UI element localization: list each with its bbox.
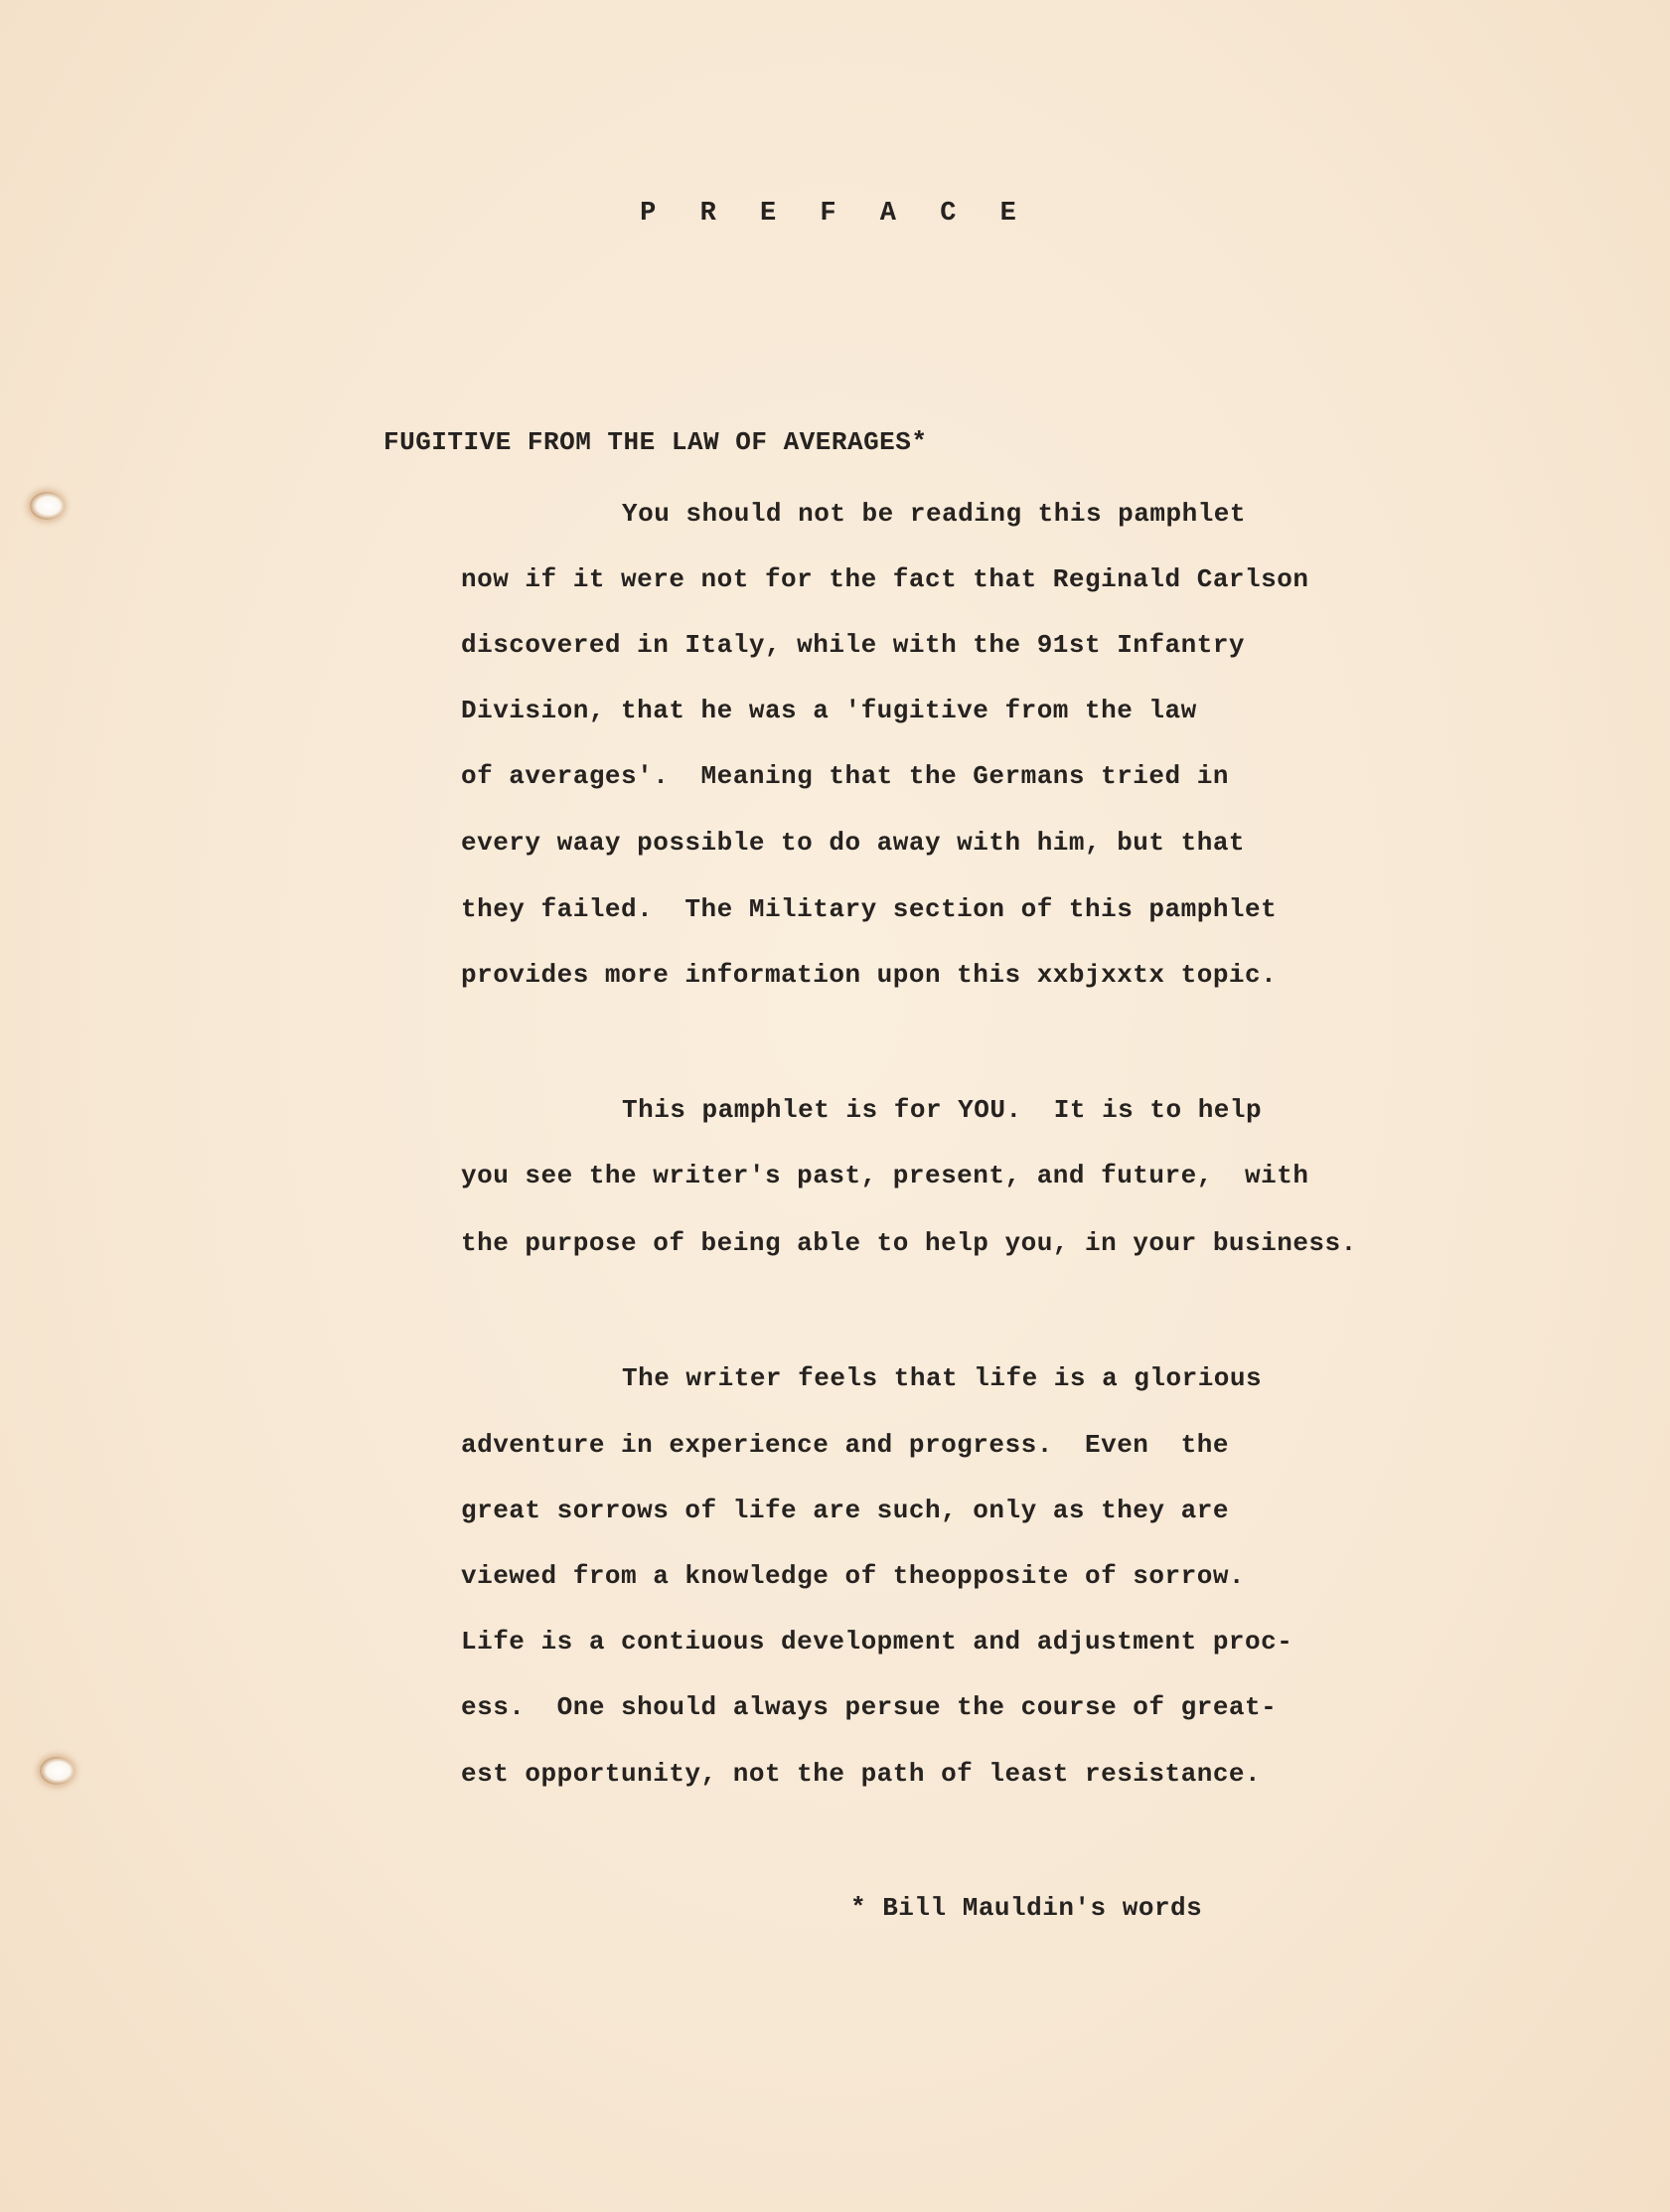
paragraph-1-line: they failed. The Military section of this pamphlet (461, 894, 1278, 924)
paragraph-1-line: of averages'. Meaning that the Germans tried in (461, 761, 1229, 791)
paragraph-3-line: viewed from a knowledge of theopposite of sorrow. (461, 1561, 1246, 1591)
paragraph-1-line: provides more information upon this xxbjxxtx topic. (461, 960, 1278, 990)
paragraph-3-line: adventure in experience and progress. Even the (461, 1430, 1229, 1460)
page-title: P R E F A C E (640, 199, 1030, 229)
paragraph-3-line: great sorrows of life are such, only as they are (461, 1496, 1229, 1525)
paragraph-3-line: Life is a contiuous development and adjustment proc- (461, 1627, 1293, 1657)
paragraph-1-line: Division, that he was a 'fugitive from the law (461, 696, 1197, 725)
paragraph-2-line: This pamphlet is for YOU. It is to help (622, 1095, 1263, 1125)
footnote: * Bill Mauldin's words (850, 1893, 1203, 1923)
section-heading: FUGITIVE FROM THE LAW OF AVERAGES* (383, 427, 928, 457)
paragraph-3-line: The writer feels that life is a glorious (622, 1363, 1263, 1393)
paragraph-3-line: est opportunity, not the path of least resistance. (461, 1759, 1262, 1789)
paragraph-2-line: you see the writer's past, present, and future, with (461, 1161, 1309, 1190)
punch-hole-bottom (40, 1757, 74, 1785)
paragraph-1-line: now if it were not for the fact that Reginald Carlson (461, 564, 1309, 594)
paragraph-1-line: You should not be reading this pamphlet (622, 499, 1246, 529)
paragraph-1-line: discovered in Italy, while with the 91st Infantry (461, 630, 1246, 660)
paragraph-3-line: ess. One should always persue the course of great- (461, 1692, 1278, 1722)
punch-hole-top (30, 492, 64, 520)
paragraph-1-line: every waay possible to do away with him, but that (461, 828, 1246, 858)
paragraph-2-line: the purpose of being able to help you, in your business. (461, 1228, 1357, 1258)
